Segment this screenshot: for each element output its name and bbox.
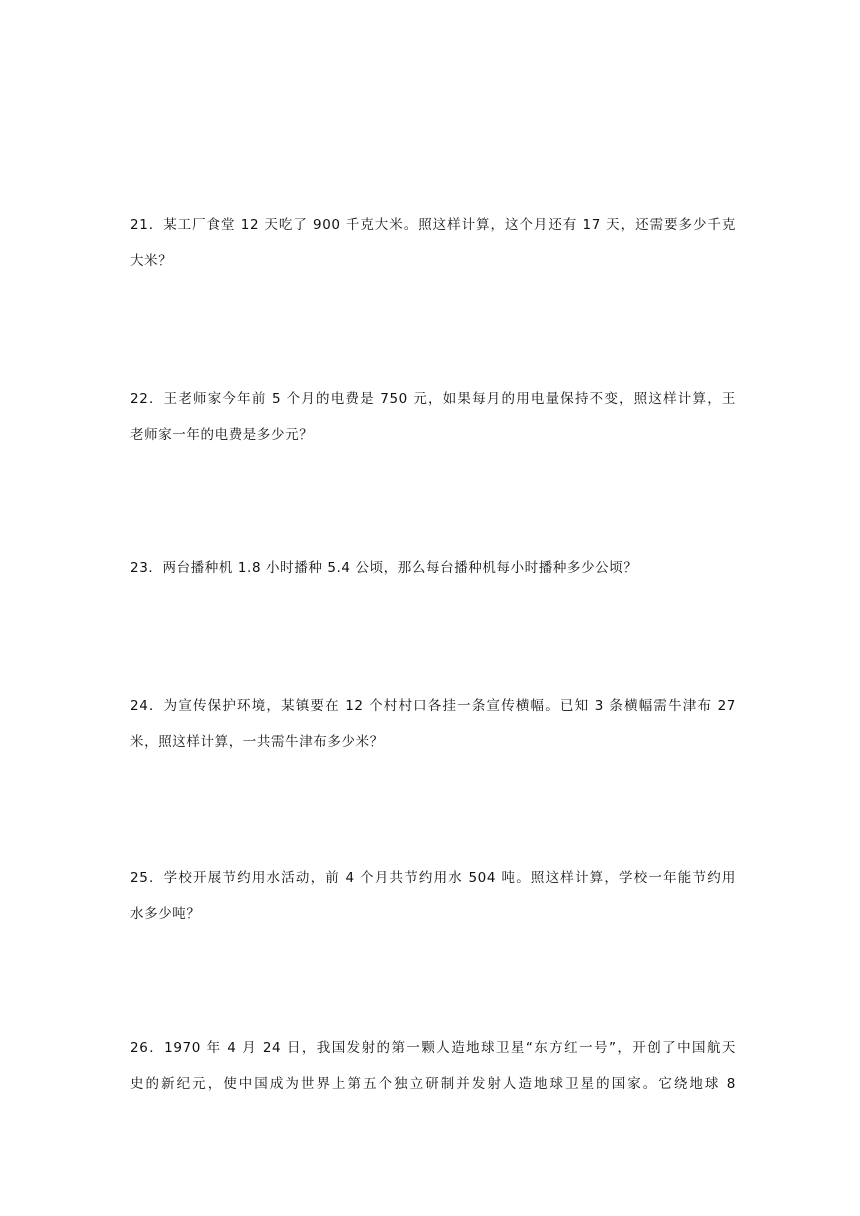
question-23: [130, 550, 736, 586]
question-21-line-1: 21．某工厂食堂 12 天吃了 900 千克大米。照这样计算，这个月还有 17 天，还需要多少千克: [130, 217, 736, 233]
question-26: [130, 1030, 736, 1102]
question-21: [130, 207, 736, 279]
question-21-line-2: 大米？: [130, 253, 173, 269]
question-24: [130, 688, 736, 760]
question-24-line-2: 米，照这样计算，一共需牛津布多少米？: [130, 734, 384, 750]
question-25-line-2: 水多少吨？: [130, 906, 201, 922]
question-26-line-2: 史的新纪元，使中国成为世界上第五个独立研制并发射人造地球卫星的国家。它绕地球 8: [130, 1076, 736, 1092]
question-25: [130, 860, 736, 932]
question-22-line-2: 老师家一年的电费是多少元？: [130, 427, 314, 443]
question-26-line-1: 26．1970 年 4 月 24 日，我国发射的第一颗人造地球卫星“东方红一号”，开创了中国航天: [130, 1040, 736, 1056]
question-22: [130, 381, 736, 453]
question-25-line-1: 25．学校开展节约用水活动，前 4 个月共节约用水 504 吨。照这样计算，学校一年能节约用: [130, 870, 736, 886]
question-24-line-1: 24．为宣传保护环境，某镇要在 12 个村村口各挂一条宣传横幅。已知 3 条横幅需牛津布 27: [130, 698, 736, 714]
question-22-line-1: 22．王老师家今年前 5 个月的电费是 750 元，如果每月的用电量保持不变，照这样计算，王: [130, 391, 736, 407]
question-23-line-1: 23．两台播种机 1.8 小时播种 5.4 公顷，那么每台播种机每小时播种多少公顷？: [130, 560, 638, 576]
